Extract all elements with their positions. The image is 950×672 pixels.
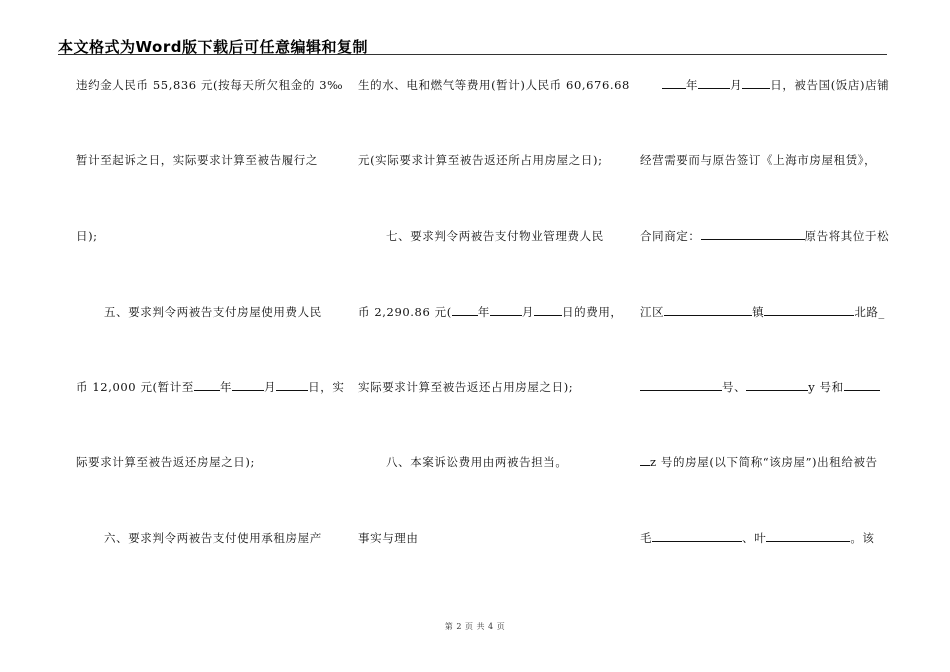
section-heading: 事实与理由 — [358, 531, 419, 545]
fill-blank — [652, 529, 742, 542]
text-fragment: 镇 — [752, 305, 765, 319]
text-fragment: 月 — [521, 305, 535, 319]
text-line — [358, 302, 623, 322]
fill-blank — [490, 303, 522, 316]
text-fragment: 毛 — [640, 531, 653, 545]
text-line — [640, 75, 889, 95]
text-fragment: 日，被告国(饭店)店铺 — [770, 78, 890, 92]
text-fragment: 年 — [477, 305, 490, 319]
text-line: 经营需要而与原告签订《上海市房屋租赁》， — [640, 153, 877, 167]
text-line: 暂计至起诉之日，实际要求计算至被告履行之 — [76, 153, 318, 167]
header-divider — [58, 54, 887, 55]
fill-blank — [698, 76, 730, 89]
text-line: 五、要求判令两被告支付房屋使用费人民 — [104, 305, 322, 319]
text-fragment: 。该 — [850, 531, 875, 545]
fill-blank — [452, 303, 478, 316]
text-line — [640, 377, 880, 397]
text-line: 违约金人民币 55,836 元(按每天所欠租金的 3‰ — [76, 78, 344, 92]
text-line: 八、本案诉讼费用由两被告担当。 — [386, 455, 568, 469]
text-line: 七、要求判令两被告支付物业管理费人民 — [386, 229, 604, 243]
text-fragment: 合同商定： — [640, 229, 701, 243]
text-fragment: 北路_ — [854, 305, 885, 319]
fill-blank — [232, 378, 264, 391]
page-header-title: 本文格式为Word版下载后可任意编辑和复制 — [58, 38, 368, 56]
text-fragment: 号、 — [722, 380, 747, 394]
fill-blank — [746, 378, 808, 391]
text-line: 元(实际要求计算至被告返还所占用房屋之日); — [358, 153, 603, 167]
text-fragment: 江区 — [640, 305, 665, 319]
text-line: 日); — [76, 229, 98, 243]
fill-blank — [534, 303, 562, 316]
text-fragment: 币 2,290.86 元( — [358, 305, 452, 319]
fill-blank — [194, 378, 220, 391]
text-fragment: 日的费用， — [562, 305, 623, 319]
text-fragment: 币 12,000 元(暂计至 — [76, 380, 194, 394]
text-line: 六、要求判令两被告支付使用承租房屋产 — [104, 531, 322, 545]
text-fragment: 原告将其位于松 — [804, 229, 890, 243]
page-number-footer: 第 2 页 共 4 页 — [444, 622, 506, 631]
text-line — [640, 226, 889, 246]
text-fragment: 年 — [219, 380, 233, 394]
fill-blank — [742, 76, 770, 89]
fill-blank — [276, 378, 308, 391]
text-line: 实际要求计算至被告返还占用房屋之日); — [358, 380, 574, 394]
fill-blank — [640, 378, 722, 391]
text-line — [76, 377, 344, 397]
text-line: 生的水、电和燃气等费用(暂计)人民币 60,676.68 — [358, 78, 630, 92]
fill-blank — [662, 76, 686, 89]
text-fragment: z 号的房屋(以下简称“该房屋”)出租给被告 — [650, 455, 878, 469]
text-line: 际要求计算至被告返还房屋之日); — [76, 455, 255, 469]
text-fragment: 月 — [264, 380, 277, 394]
fill-blank — [844, 378, 880, 391]
text-fragment: 年 — [686, 78, 699, 92]
text-fragment: 、叶 — [742, 531, 767, 545]
fill-blank — [764, 303, 854, 316]
text-fragment: y 号和 — [808, 380, 844, 394]
text-fragment: 日，实 — [308, 380, 345, 394]
text-line — [640, 452, 878, 472]
text-fragment: 月 — [730, 78, 743, 92]
fill-blank — [640, 453, 650, 466]
text-line — [640, 302, 885, 322]
fill-blank — [701, 227, 805, 240]
fill-blank — [664, 303, 752, 316]
fill-blank — [766, 529, 850, 542]
text-line — [640, 528, 875, 548]
